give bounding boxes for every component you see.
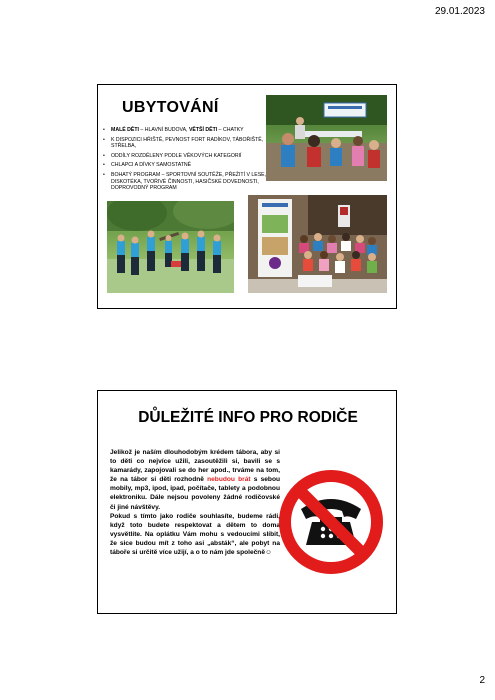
- camp-activity-photo: [266, 95, 387, 181]
- info-text: [110, 448, 280, 557]
- list-item: • K DISPOZICI HŘIŠTĚ, PEVNOST FORT RADÍKOV, TÁBOŘIŠTĚ, STŘELBA,: [102, 137, 272, 150]
- no-phone-icon: [276, 467, 386, 577]
- slide-accommodation: [97, 84, 397, 309]
- paragraph-text: s sebou mobily, mp3, ipod, ipad, počítače, tablety a podobnou elektroniku. Dále nejsou povoleny žádné rodičovské či jiné návštěvy.: [110, 476, 280, 511]
- paragraph-text: Pokud s tímto jako rodiče souhlasíte, budeme rádi, když toto budete respektovat a dětem to doma vysvětlíte. Na oplátku Vám mohu s vedoucími slíbit, že sice budou mít z toho asi „absták“, ale pobyt na táboře si určitě více užijí, a o to nám jde společně☺: [110, 512, 280, 557]
- slide-parent-info: [97, 390, 397, 614]
- list-item: • MALÉ DĚTI – HLAVNÍ BUDOVA, VĚTŠÍ DĚTI – CHATKY: [102, 127, 272, 134]
- children-group-photo: [107, 201, 234, 293]
- list-item: • BOHATÝ PROGRAM – SPORTOVNÍ SOUTĚŽE, PŘEŽITÍ V LESE, DISKOTÉKA, TVOŘIVÉ ČINNOSTI, HASIČSKÉ DOVEDNOSTI, DOPROVODNÝ PROGRAM: [102, 172, 272, 192]
- paragraph-text: Jelikož je naším dlouhodobým krédem tábora, aby si to děti co nejvíce užili, zasoutěžili si, bavili se s kamarády, zapojovali se do her apod., trváme na tom, že na tábor si děti rozhodně: [110, 449, 280, 484]
- slide-title: DŮLEŽITÉ INFO PRO RODIČE: [138, 409, 358, 426]
- list-item: • CHLAPCI A DÍVKY SAMOSTATNĚ: [102, 162, 272, 169]
- list-item: • ODDÍLY ROZDĚLENY PODLE VĚKOVÝCH KATEGORIÍ: [102, 153, 272, 160]
- kids-group-photo: [248, 195, 387, 293]
- highlight-text: nebudou brát: [207, 476, 251, 484]
- page-number: 2: [479, 675, 485, 686]
- slide-title: UBYTOVÁNÍ: [122, 99, 219, 116]
- print-date: 29.01.2023: [434, 6, 485, 17]
- bullet-list: [102, 127, 272, 195]
